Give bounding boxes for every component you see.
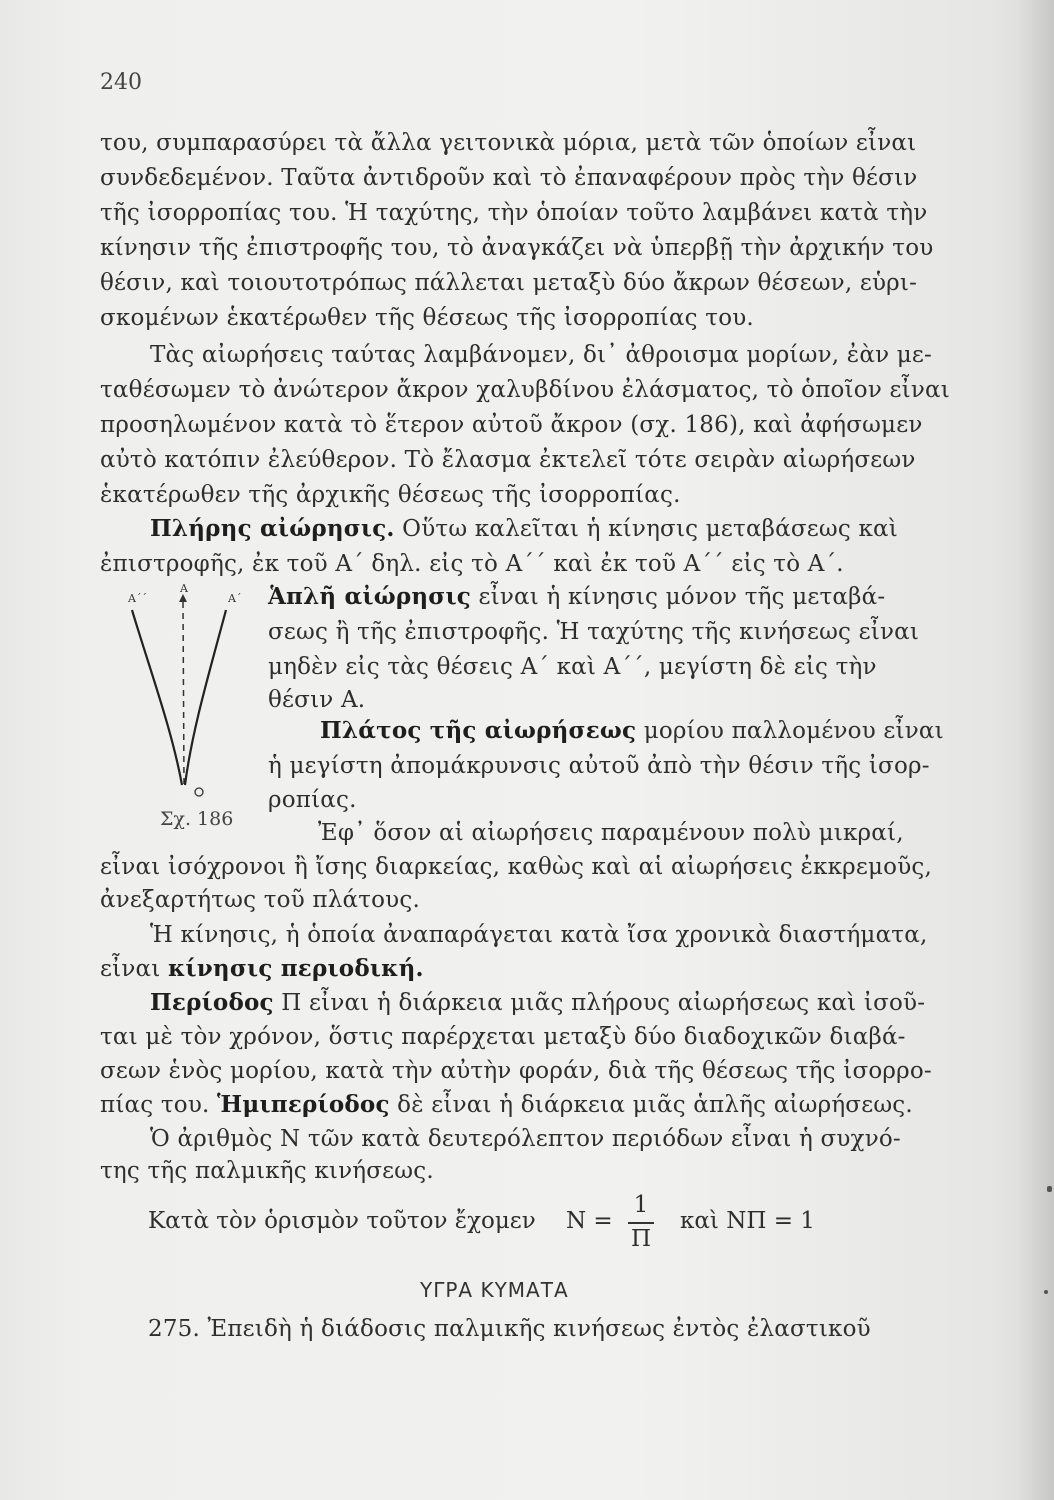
term-half-period: Ἡμιπερίοδος — [217, 1091, 390, 1118]
figure-caption: Σχ. 186 — [160, 808, 234, 830]
text-line: του, συμπαρασύρει τὰ ἄλλα γειτονικὰ μόρια, μετὰ τῶν ὁποίων εἶναι — [100, 130, 917, 156]
definition-period — [150, 988, 925, 1018]
formula-lead: Κατὰ τὸν ὁρισμὸν τοῦτον ἔχομεν — [148, 1208, 536, 1234]
text-line: προσηλωμένον κατὰ τὸ ἕτερον αὐτοῦ ἄκρον (σχ. 186), καὶ ἀφήσωμεν — [100, 412, 923, 438]
label-a: Α — [180, 582, 188, 595]
label-a-prime: Α΄ — [228, 592, 242, 605]
vibrating-strip-diagram — [128, 580, 248, 810]
text-line: σκομένων ἑκατέρωθεν τῆς θέσεως τῆς ἰσορροπίας του. — [100, 305, 754, 331]
text-line: ἀνεξαρτήτως τοῦ πλάτους. — [100, 887, 420, 913]
definition-full-oscillation — [150, 514, 898, 544]
text-line: θέσιν Α. — [268, 687, 366, 713]
text-line: ἐπιστροφῆς, ἐκ τοῦ Α΄ δηλ. εἰς τὸ Α΄΄ καὶ ἐκ τοῦ Α΄΄ εἰς τὸ Α΄. — [100, 551, 844, 577]
text-line: 275. Ἐπειδὴ ἡ διάδοσις παλμικῆς κινήσεως ἐντὸς ἐλαστικοῦ — [148, 1316, 871, 1342]
text-line: εἶναι ἰσόχρονοι ἢ ἴσης διαρκείας, καθὼς καὶ αἱ αἰωρήσεις ἐκκρεμοῦς, — [100, 854, 932, 880]
text-line: Ἡ κίνησις, ἡ ὁποία ἀναπαράγεται κατὰ ἴσα χρονικὰ διαστήματα, — [150, 922, 928, 948]
text-line: Τὰς αἰωρήσεις ταύτας λαμβάνομεν, δι᾿ ἀθροισμα μορίων, ἐὰν με- — [150, 342, 932, 368]
term-full-oscillation: Πλήρης αἰώρησις. — [150, 515, 395, 542]
text-line: της τῆς παλμικῆς κινήσεως. — [100, 1158, 434, 1184]
definition-simple-oscillation — [268, 582, 885, 612]
definition-text: εἶναι ἡ κίνησις μόνον τῆς μεταβά- — [470, 584, 886, 610]
text-line: Ἐφ᾿ ὅσον αἱ αἰωρήσεις παραμένουν πολὺ μικραί, — [318, 820, 904, 846]
fraction-numerator: 1 — [633, 1192, 649, 1218]
definition-periodic-motion — [100, 954, 424, 984]
scan-speck — [1047, 1186, 1052, 1192]
rest-position-line — [183, 602, 184, 785]
text-line: σεων ἑνὸς μορίου, κατὰ τὴν αὐτὴν φοράν, διὰ τῆς θέσεως τῆς ἰσορρο- — [100, 1058, 932, 1084]
definition-text: μορίου παλλομένου εἶναι — [636, 718, 944, 744]
text-line: ἡ μεγίστη ἀπομάκρυνσις αὐτοῦ ἀπὸ τὴν θέσιν τῆς ἰσορ- — [268, 753, 930, 779]
definition-half-period — [100, 1090, 913, 1120]
term-amplitude: Πλάτος τῆς αἰωρήσεως — [320, 717, 637, 744]
text-line: κίνησιν τῆς ἐπιστροφῆς του, τὸ ἀναγκάζει νὰ ὑπερβῇ τὴν ἀρχικήν του — [100, 235, 934, 261]
text-line: ταθέσωμεν τὸ ἀνώτερον ἄκρον χαλυβδίνου ἐλάσματος, τὸ ὁποῖον εἶναι — [100, 377, 950, 403]
term-periodic-motion: κίνησις περιοδική. — [167, 955, 424, 982]
text-line: αὐτὸ κατόπιν ἐλεύθερον. Τὸ ἔλασμα ἐκτελεῖ τότε σειρὰν αἰωρήσεων — [100, 447, 916, 473]
text-span: πίας του. — [100, 1092, 218, 1118]
text-line: ἑκατέρωθεν τῆς ἀρχικῆς θέσεως τῆς ἰσορροπίας. — [100, 482, 681, 508]
term-simple-oscillation: Ἁπλῆ αἰώρησις — [268, 583, 471, 610]
scan-speck — [1044, 1290, 1048, 1294]
definition-text: Π εἶναι ἡ διάρκεια μιᾶς πλήρους αἰωρήσεως καὶ ἰσοῦ- — [273, 990, 926, 1016]
definition-amplitude — [320, 716, 944, 746]
text-line: μηδὲν εἰς τὰς θέσεις Α΄ καὶ Α΄΄, μεγίστη δὲ εἰς τὴν — [268, 654, 877, 680]
fraction-bar — [628, 1222, 654, 1224]
text-line: ται μὲ τὸν χρόνον, ὅστις παρέρχεται μεταξὺ δύο διαδοχικῶν διαβά- — [100, 1024, 906, 1050]
fraction-denominator: Π — [630, 1226, 652, 1252]
text-line: ροπίας. — [268, 787, 357, 813]
text-line: σεως ἢ τῆς ἐπιστροφῆς. Ἡ ταχύτης τῆς κινήσεως εἶναι — [268, 619, 920, 645]
definition-text: Οὕτω καλεῖται ἡ κίνησις μεταβάσεως καὶ — [394, 516, 898, 542]
left-extreme-strip — [132, 610, 182, 785]
right-extreme-strip — [185, 610, 226, 785]
page-number: 240 — [100, 70, 142, 95]
page-edge-shadow — [1018, 0, 1054, 1500]
definition-text: δὲ εἶναι ἡ διάρκεια μιᾶς ἁπλῆς αἰωρήσεως. — [389, 1092, 913, 1118]
figure-186 — [128, 580, 248, 810]
term-period: Περίοδος — [150, 989, 274, 1016]
text-line: τῆς ἰσορροπίας του. Ἡ ταχύτης, τὴν ὁποίαν τοῦτο λαμβάνει κατὰ τὴν — [100, 200, 928, 226]
formula-lhs: Ν = — [566, 1208, 613, 1234]
label-a-double-prime: Α΄΄ — [128, 592, 147, 605]
text-span: εἶναι — [100, 956, 168, 982]
section-heading: ΥΓΡΑ ΚΥΜΑΤΑ — [420, 1278, 569, 1302]
formula-tail: καὶ ΝΠ = 1 — [680, 1208, 815, 1234]
text-line: συνδεδεμένον. Ταῦτα ἀντιδροῦν καὶ τὸ ἐπαναφέρουν πρὸς τὴν θέσιν — [100, 165, 918, 191]
text-line: θέσιν, καὶ τοιουτοτρόπως πάλλεται μεταξὺ δύο ἄκρων θέσεων, εὑρι- — [100, 270, 918, 296]
text-line: Ὁ ἀριθμὸς Ν τῶν κατὰ δευτερόλεπτον περιόδων εἶναι ἡ συχνό- — [150, 1126, 901, 1152]
